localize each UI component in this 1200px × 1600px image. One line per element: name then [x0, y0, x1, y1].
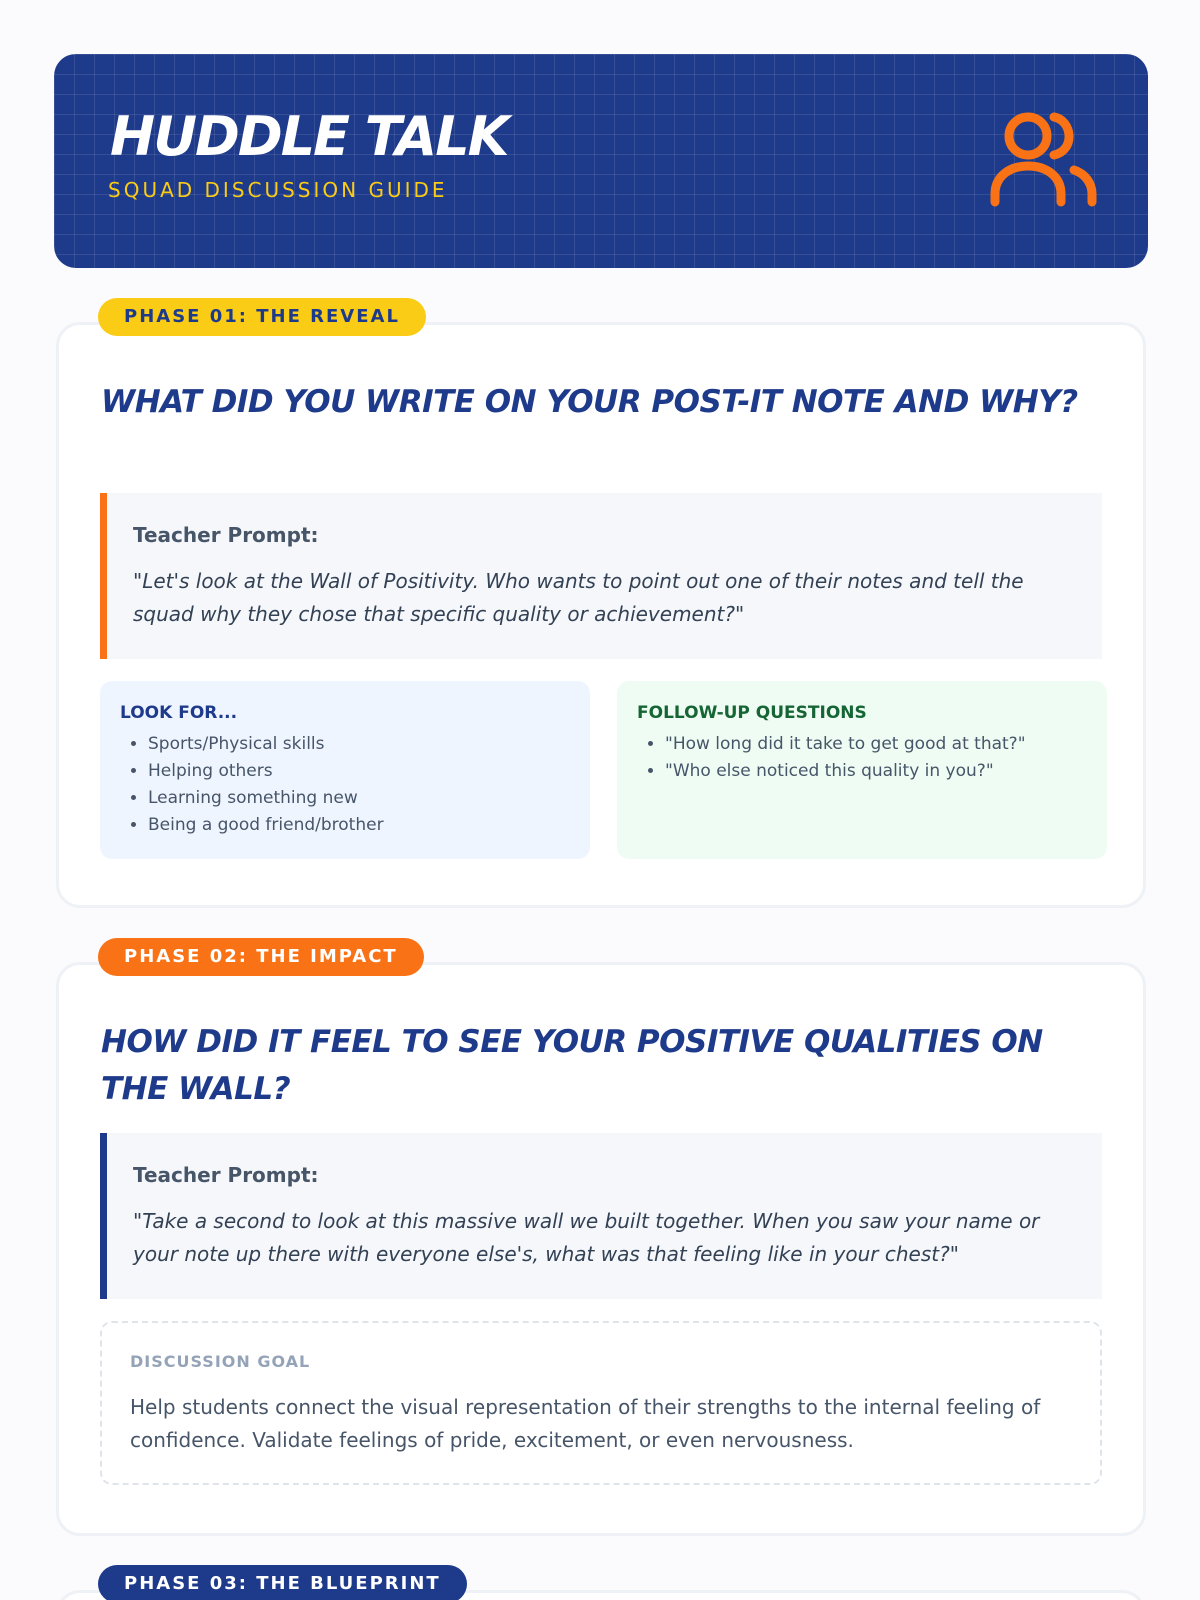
follow-up-heading: FOLLOW-UP QUESTIONS	[637, 703, 867, 723]
teacher-prompt-label: Teacher Prompt:	[133, 1163, 319, 1187]
phase-question: WHAT DID YOU WRITE ON YOUR POST-IT NOTE AND WHY?	[101, 384, 1078, 420]
phase-badge-reveal: PHASE 01: THE REVEAL	[98, 298, 426, 336]
follow-up-list	[637, 731, 1087, 785]
list-item: • "Who else noticed this quality in you?"	[665, 758, 1087, 785]
teacher-prompt	[100, 493, 1102, 659]
list-item: • Learning something new	[148, 785, 570, 812]
teacher-prompt-label: Teacher Prompt:	[133, 523, 319, 547]
look-for-heading: LOOK FOR...	[120, 703, 238, 723]
list-item: • Sports/Physical skills	[148, 731, 570, 758]
teacher-prompt	[100, 1133, 1102, 1299]
discussion-goal-text: Help students connect the visual representation of their strengths to the internal feeling of confidence. Validate feelings of pride, excitement, or even nervousness.	[130, 1395, 1041, 1452]
look-for-box	[100, 681, 590, 859]
phase-question: HOW DID IT FEEL TO SEE YOUR POSITIVE QUALITIES ON THE WALL?	[101, 1024, 1043, 1107]
teacher-prompt-text: "Let's look at the Wall of Positivity. Who wants to point out one of their notes and tell the squad why they chose that specific quality or achievement?"	[133, 569, 1024, 626]
page-title: HUDDLE TALK	[110, 105, 508, 168]
users-icon	[990, 110, 1098, 210]
list-item: • Being a good friend/brother	[148, 812, 570, 839]
look-for-list	[120, 731, 570, 839]
list-item: • "How long did it take to get good at that?"	[665, 731, 1087, 758]
teacher-prompt-text: "Take a second to look at this massive wall we built together. When you saw your name or your note up there with everyone else's, what was that feeling like in your chest?"	[133, 1209, 1040, 1266]
page-subtitle: SQUAD DISCUSSION GUIDE	[108, 178, 448, 202]
header-banner	[54, 54, 1148, 268]
follow-up-box	[617, 681, 1107, 859]
discussion-goal-heading: DISCUSSION GOAL	[130, 1352, 311, 1371]
phase-badge-blueprint: PHASE 03: THE BLUEPRINT	[98, 1565, 467, 1600]
phase-card-reveal	[56, 322, 1146, 908]
phase-card-impact	[56, 962, 1146, 1536]
list-item: • Helping others	[148, 758, 570, 785]
phase-badge-impact: PHASE 02: THE IMPACT	[98, 938, 424, 976]
discussion-goal-box	[100, 1321, 1102, 1485]
